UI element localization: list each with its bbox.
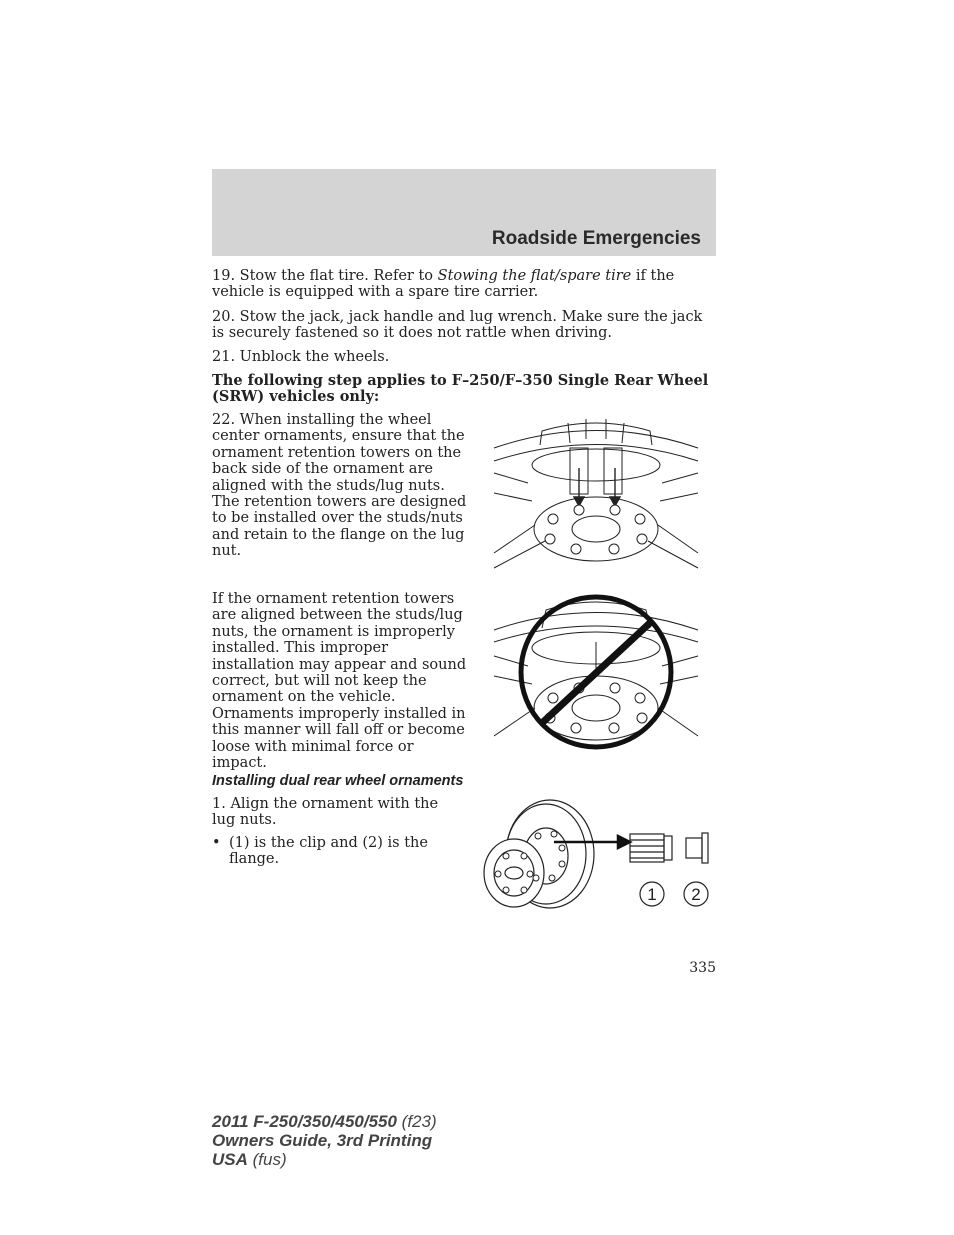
footer-model-code: (f23) [396,1112,437,1131]
section-header-band [212,169,716,256]
improper-installation-note: If the ornament retention towers are aligned between the studs/lug nuts, the ornament is improperly installed. This improper installation may appear and sound correct, but will not keep the ornament on the vehicle. Ornaments improperly installed in this manner will fall off or become loose with minimal force or impact. [212,591,467,772]
footer-line-3 [212,1150,437,1169]
footer-model: 2011 F-250/350/450/550 [212,1112,397,1131]
footer-market: USA [212,1150,248,1169]
dual-step-1: 1. Align the ornament with the lug nuts. [212,796,439,829]
footer-market-code: (fus) [247,1150,287,1169]
step-19-text: 19. Stow the flat tire. Refer to [212,268,438,284]
page-number: 335 [689,960,716,976]
callout-2-label: 2 [691,885,701,904]
prohibited-icon [521,597,671,747]
step-20: 20. Stow the jack, jack handle and lug wrench. Make sure the jack is securely fastened so it does not rattle when driving. [212,309,703,342]
step-19-reference: Stowing the flat/spare tire [437,268,632,284]
clip-part [630,834,672,862]
step-22: 22. When installing the wheel center ornaments, ensure that the ornament retention towers on the back side of the ornament are aligned with the studs/lug nuts. The retention towers are designed to be installed over the studs/nuts and retain to the flange on the lug nut. [212,412,467,560]
srw-note: The following step applies to F–250/F–350 Single Rear Wheel (SRW) vehicles only: [212,372,709,406]
flange-part [686,833,708,863]
dual-wheel-ornament-illustration [470,798,720,918]
step-21: 21. Unblock the wheels. [212,349,390,365]
dual-bullet-text: (1) is the clip and (2) is the flange. [229,835,428,868]
dual-wheel-heading: Installing dual rear wheel ornaments [212,773,464,789]
document-footer [212,1112,437,1169]
section-title: Roadside Emergencies [491,228,701,249]
wheel-ornament-incorrect-illustration [490,590,702,755]
wheel-ornament-correct-illustration [490,413,702,571]
footer-line-2: Owners Guide, 3rd Printing [212,1131,433,1150]
callout-1-label: 1 [647,885,657,904]
step-19-text-end: if the vehicle is equipped with a spare tire carrier. [212,268,675,301]
footer-line-1 [212,1112,437,1131]
bullet-icon: • [212,835,221,851]
step-19 [212,268,716,301]
